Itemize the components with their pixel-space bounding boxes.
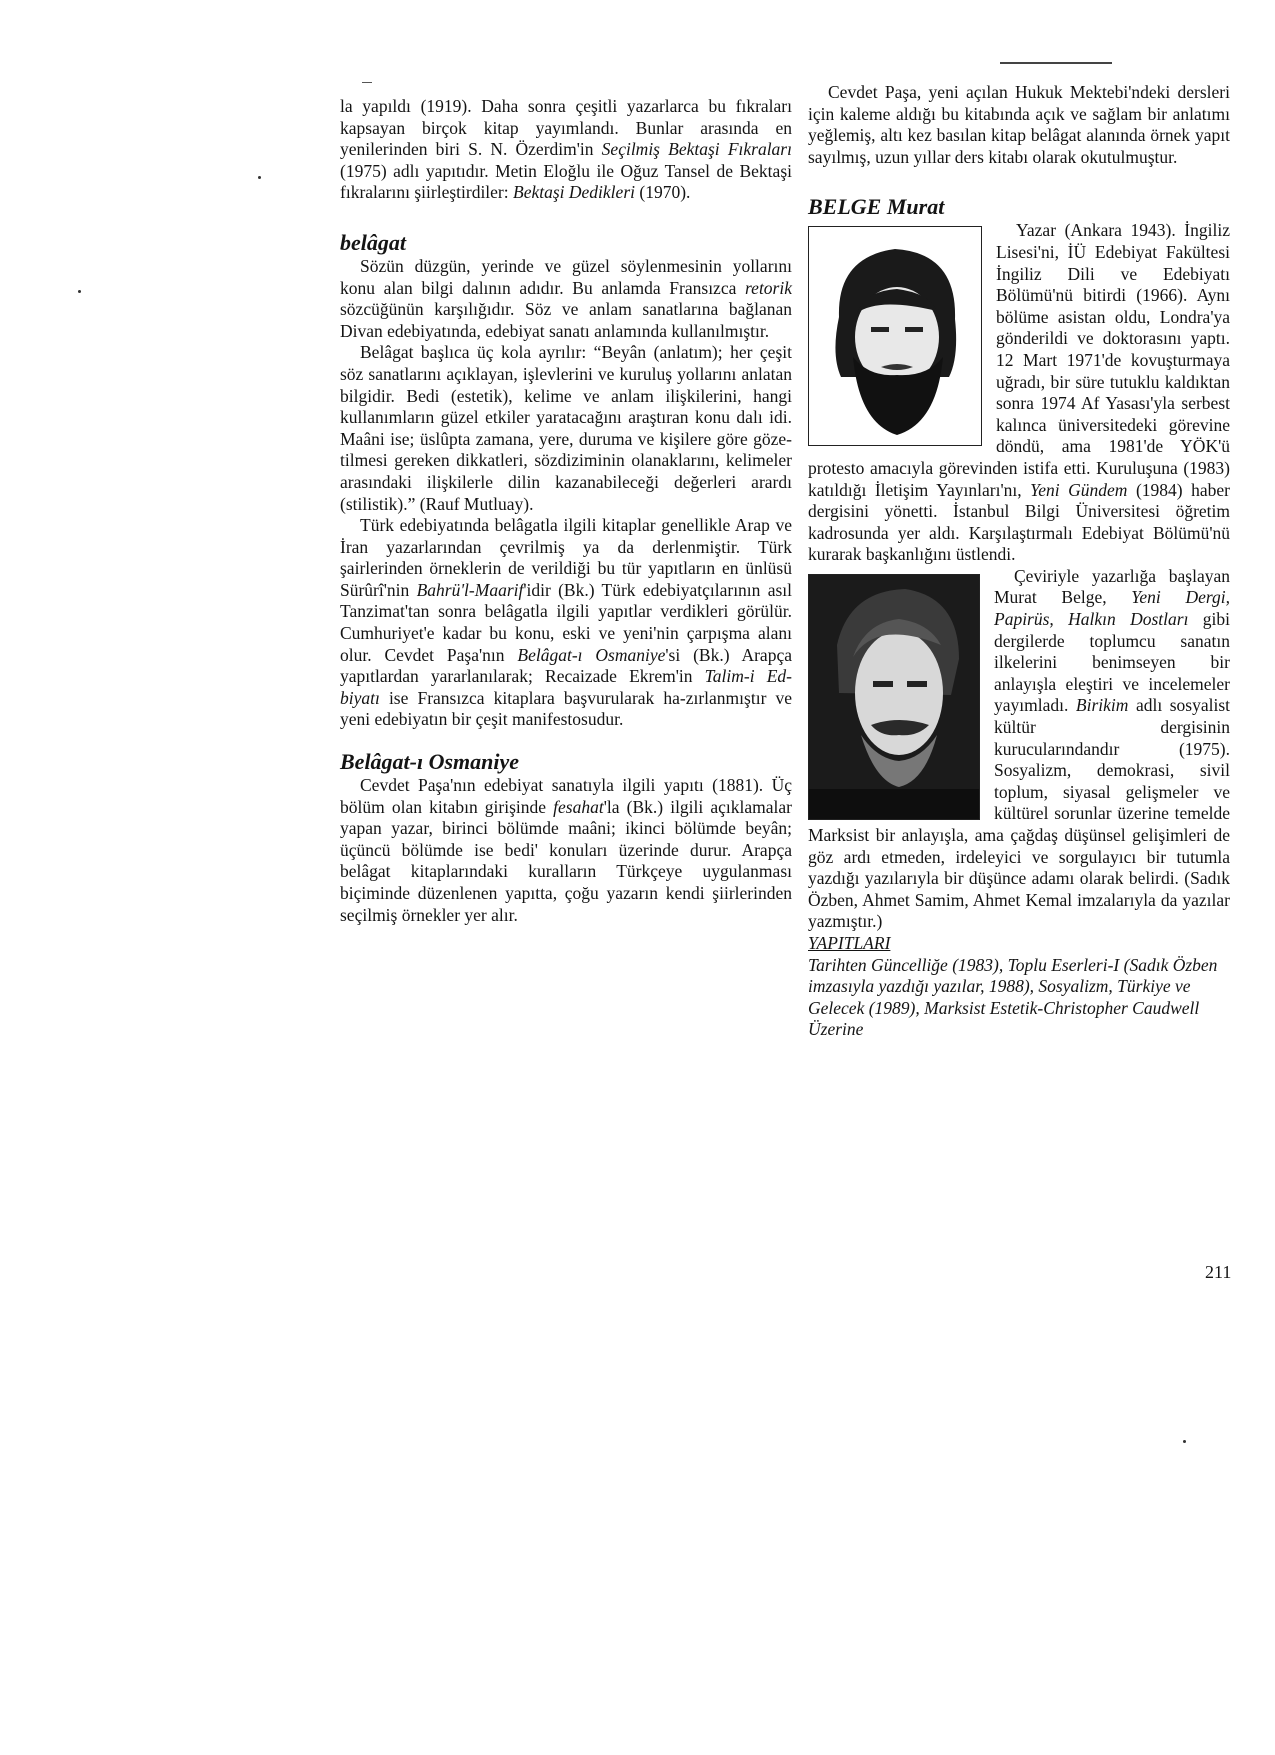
scan-speck	[78, 290, 81, 293]
portrait-photo-1	[808, 226, 982, 446]
body-text: sözcüğünün karşılığıdır. Söz ve anlam sanatlarına bağlanan Divan edebiyatında, edebiyat sanatı anlamında kullanılmıştır.	[340, 299, 792, 341]
intro-text: (1970).	[635, 182, 691, 203]
belagat-paragraph-2: Belâgat başlıca üç kola ayrılır: “Beyân (anlatım); her çeşit söz sanatlarını açıklayan, işlevlerini ve kuruluş yollarını anlatan bilgidir. Bedi (estetik), kelime ve anlam ilişkilerini, hangi kullanımların güzel etkiler yaratacağını araştıran konu dalı idi. Maâni ise; üslûpta zamana, yere, duruma ve kişilere göre göze-tilmesi gereken dikkatleri, sözdiziminin olanaklarını, kelimeler arasındaki ilişkilerle dilin kazanabileceği değerleri arardı (stilistik).” (Rauf Mutluay).	[340, 342, 792, 514]
body-text: Yazar (Ankara 1943). İngiliz Lisesi'ni, İÜ Edebiyat Fakültesi İngiliz Dili ve Edebiyatı Bölümü'nü bitirdi (1966). Aynı bölüme asistan oldu, Londra'ya gönderildi ve doktorasını yaptı. 12 Mart 1971'de kovuşturmaya uğradı, bir süre tutuklu kaldıktan sonra 1974 Af Yasası'yla serbest kalınca üniversitedeki görevine döndü, ama 1981'de YÖK'ü protesto amacıyla görevinden istifa etti. Kuruluşuna (1983) katıldığı İletişim Yayınları'nı,	[808, 220, 1230, 500]
body-text: adlı sosyalist kültür dergisinin kurucularındandır (1975). Sosyalizm, demokrasi, sivil toplum, siyasal gelişmeler ve kültürel sorunlar üzerine temelde Marksist bir anlayışla, ama çağdaş düşünsel gelişimleri de göz ardı etmeden, irdeleyici ve sorgulayıcı bir tutumla yazdığı yazılarıyla bir düşünce adamı olarak belirdi. (Sadık Özben, Ahmet Samim, Ahmet Kemal imzalarıyla da yazılar yazmıştır.)	[808, 695, 1231, 932]
right-column	[808, 82, 1230, 1041]
entry-title-belge-murat: BELGE Murat	[808, 194, 945, 220]
intro-text: la yapıldı (1919). Daha sonra çeşitli yazarlarca bu fıkraları kapsayan birçok kitap yayımlandı. Bunlar arasında en yenilerinden biri S. N. Özerdim'in	[340, 96, 792, 160]
body-text: 'la (Bk.) ilgili açıklamalar yapan yazar, birinci bölümde maâni; ikinci bölümde beyân; üçüncü bölümde ise bedi' konuları üzerinde durur. Arapça belâgat kitaplarındaki kuralların Türkçeye uygulanması biçiminde düzenlenen yapıtta, çoğu yazarın kendi şiirlerinden seçilmiş örnekler yer alır.	[340, 796, 792, 925]
body-text: (1984) haber dergisini yönetti. İstanbul Bilgi Üniversitesi öğretim kadrosunda yer aldı. Karşılaştırmalı Edebiyat Bölümü'nü kurarak başkanlığını üstlendi.	[808, 479, 1230, 565]
italic-title: Talim-i Ed-biyatı	[340, 666, 792, 708]
body-text: ise Fransızca kitaplara başvurularak ha-zırlanmıştır ve yeni edebiyatın bir çeşit manifestosudur.	[340, 687, 792, 730]
italic-title: Belâgat-ı Osmaniye	[517, 644, 666, 665]
left-column	[340, 96, 792, 926]
osmaniye-paragraph-1	[340, 775, 792, 926]
body-text: 'si (Bk.) Arapça yapıtlardan yararlanılarak; Recaizade Ekrem'in	[340, 644, 792, 687]
portrait-photo-icon	[809, 227, 981, 445]
intro-italic-title: Seçilmiş Bektaşi Fıkraları	[601, 139, 792, 160]
body-text: Cevdet Paşa'nın edebiyat sanatıyla ilgili yapıtı (1881). Üç bölüm olan kitabın girişinde	[340, 775, 792, 817]
italic-title: Yeni Dergi, Papirüs, Halkın Dostları	[994, 587, 1230, 630]
intro-text: (1975) adlı yapıtıdır. Metin Eloğlu ile Oğuz Tansel de Bektaşi fıkralarını şiirleştirdiler:	[340, 160, 792, 203]
scan-speck	[258, 176, 261, 179]
body-text: gibi dergilerde toplumcu sanatın ilkelerini benimseyen bir anlayışla eleştiri ve incelemeler yayımladı.	[994, 609, 1230, 716]
intro-paragraph	[340, 96, 792, 204]
scan-speck	[1183, 1440, 1186, 1443]
body-text: Türk edebiyatında belâgatla ilgili kitaplar genellikle Arap ve İran yazarlarından çevrilmiş ya da derlenmiştir. Türk şairlerinden örneklerin de verildiği bu tür yapıtların en ünlüsü Sürûrî'nin	[340, 515, 792, 600]
entry-title-belagat: belâgat	[340, 229, 406, 255]
portrait-photo-2	[808, 574, 980, 820]
italic-title: Yeni Gündem	[1030, 479, 1128, 500]
entry-title-belagat-osmaniye: Belâgat-ı Osmaniye	[340, 749, 520, 775]
italic-title: Birikim	[1075, 695, 1129, 716]
works-heading: YAPITLARI	[808, 932, 891, 953]
page-number: 211	[1205, 1262, 1232, 1282]
body-text: Sözün düzgün, yerinde ve güzel söylenmesinin yollarını konu alan bilgi dalının adıdır. Bu anlamda Fransızca	[340, 255, 792, 298]
italic-term: fesahat	[553, 796, 604, 817]
osmaniye-continuation: Cevdet Paşa, yeni açılan Hukuk Mektebi'ndeki dersleri için kaleme aldığı bu kitabında açık ve sağlam bir anlatımı yeğlemiş, altı kez basılan kitap belâgat alanında örnek yapıt sayılmış, uzun yıllar ders kitabı olarak okutulmuştur.	[808, 82, 1230, 167]
belagat-paragraph-1	[340, 256, 792, 342]
body-text: Çeviriyle yazarlığa başlayan Murat Belge,	[994, 565, 1230, 608]
belagat-paragraph-3	[340, 515, 792, 731]
works-list: Tarihten Güncelliğe (1983), Toplu Eserleri-I (Sadık Özben imzasıyla yazdığı yazılar, 1988), Sosyalizm, Türkiye ve Gelecek (1989), Marksist Estetik-Christopher Caudwell Üzerine	[808, 954, 1218, 1040]
scan-artifact-dash	[362, 82, 372, 83]
scan-artifact-rule	[1000, 62, 1112, 64]
intro-italic-title: Bektaşi Dedikleri	[513, 182, 635, 203]
italic-title: Bahrü'l-Maarif	[416, 579, 524, 600]
body-text: 'idir (Bk.) Türk edebiyatçılarının asıl Tanzimat'tan sonra belâgatla ilgili yapıtlar verdikleri görülür. Cumhuriyet'e kadar bu konu, eski ve yeni'nin çarpışma alanı olur. Cevdet Paşa'nın	[340, 579, 793, 665]
italic-term: retorik	[745, 277, 792, 298]
portrait-photo-icon	[809, 575, 979, 819]
